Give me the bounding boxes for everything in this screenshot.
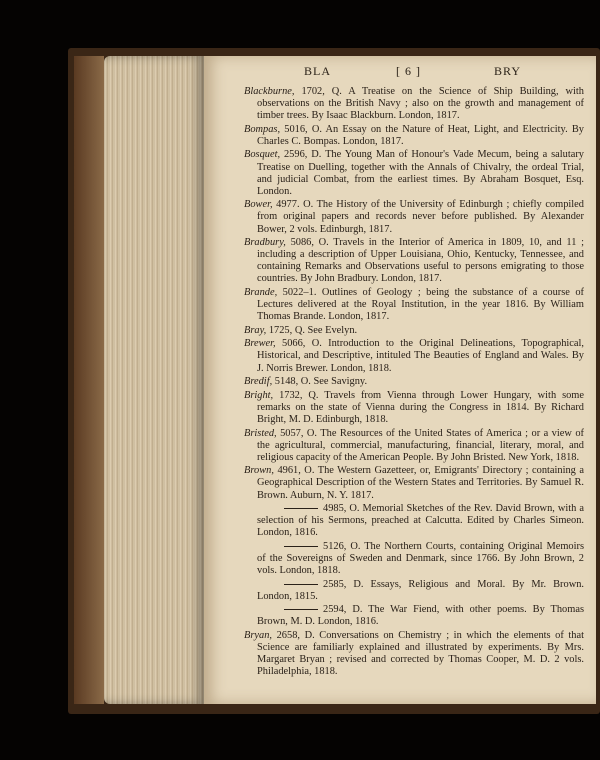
book-cover-edge <box>74 56 104 704</box>
entry-text: 5066, O. Introduction to the Original Delineations, Topographical, Historical, and Descriptive, intituled The Beauties of England and Wales. By J. Norris Brewer. London, 1818. <box>257 338 584 374</box>
catalog-entry <box>244 376 584 388</box>
entry-text: 5016, O. An Essay on the Nature of Heat, Light, and Electricity. By Charles C. Bompas. London, 1817. <box>257 123 584 147</box>
author-name: Brewer, <box>244 338 276 350</box>
page-number: [ 6 ] <box>396 64 421 78</box>
catalog-entry <box>244 199 584 235</box>
ditto-dash <box>284 508 318 509</box>
entry-text: 1702, Q. A Treatise on the Science of Ship Building, with observations on the British Navy ; also on the growth and management of timber trees. By Isaac Blackburn. London, 1817. <box>257 86 584 122</box>
author-name: Bray, <box>244 324 267 336</box>
entry-text: 5148, O. See Savigny. <box>274 376 368 388</box>
entry-text: 2585, D. Essays, Religious and Moral. By Mr. Brown. London, 1815. <box>257 578 584 602</box>
author-name: Bradbury, <box>244 237 286 249</box>
catalog-entry <box>244 86 584 122</box>
entry-text: 1732, Q. Travels from Vienna through Lower Hungary, with some remarks on the state of Vienna during the Congress in 1814. By Richard Bright, M. D. Edinburgh, 1818. <box>257 389 584 425</box>
book-page <box>204 56 596 704</box>
catalog-entry <box>244 503 584 539</box>
entry-text: 5057, O. The Resources of the United States of America ; or a view of the agricultural, commercial, manufacturing, financial, literary, moral, and religious capacity of the American People. By John Bristed. New York, 1818. <box>257 427 584 463</box>
catalog-entry <box>244 338 584 374</box>
entry-text: 4977. O. The History of the University of Edinburgh ; chiefly compiled from original papers and records never before published. By Alexander Bower, 2 vols. Edinburgh, 1817. <box>257 199 584 235</box>
entry-text: 1725, Q. See Evelyn. <box>268 324 358 336</box>
catalog-entry <box>244 287 584 323</box>
ditto-dash <box>284 546 318 547</box>
entry-text: 5126, O. The Northern Courts, containing Original Memoirs of the Sovereigns of Sweden and Denmark, since 1766. By John Brown, 2 vols. London, 1818. <box>257 540 584 577</box>
catalog-entry <box>244 579 584 603</box>
author-name: Brown, <box>244 465 274 477</box>
author-name: Bosquet, <box>244 149 281 161</box>
catalog-entry <box>244 541 584 577</box>
entry-text: 2594, D. The War Fiend, with other poems. By Thomas Brown, M. D. London, 1816. <box>257 604 584 628</box>
entry-text: 4961, O. The Western Gazetteer, or, Emigrants' Directory ; containing a Geographical Description of the Western States and Territories. By Samuel R. Brown. Auburn, N. Y. 1817. <box>257 465 584 501</box>
page-stack <box>104 56 204 704</box>
entry-text: 2596, D. The Young Man of Honour's Vade Mecum, being a salutary Treatise on Duelling, together with the Annals of Chivalry, the ordeal Trial, and judicial Combat, from the earliest times. By Abraham Bosquet, Esq. London. <box>257 149 584 197</box>
entry-text: 4985, O. Memorial Sketches of the Rev. David Brown, with a selection of his Sermons, preached at Calcutta. Edited by Charles Simeon. London, 1816. <box>257 503 584 539</box>
author-name: Bryan, <box>244 630 272 642</box>
author-name: Blackburne, <box>244 86 295 97</box>
author-name: Brande, <box>244 287 278 298</box>
author-name: Bristed, <box>244 427 277 439</box>
header-right: BRY <box>494 64 522 78</box>
catalog-entry <box>244 390 584 426</box>
header-left: BLA <box>304 64 331 78</box>
author-name: Bredif, <box>244 376 273 388</box>
author-name: Bompas, <box>244 123 281 135</box>
catalog-entry <box>244 604 584 628</box>
entry-text: 5022–1. Outlines of Geology ; being the substance of a course of Lectures delivered at the Royal Institution, in the year 1816. By William Thomas Brande. London, 1817. <box>257 287 584 323</box>
ditto-dash <box>284 584 318 585</box>
ditto-dash <box>284 609 318 610</box>
catalog-entry <box>244 237 584 285</box>
catalog-entry <box>244 428 584 464</box>
running-header <box>204 64 596 82</box>
catalog-entry <box>244 630 584 678</box>
catalog-entry <box>244 325 584 337</box>
catalog-entry <box>244 149 584 197</box>
catalog-entry <box>244 465 584 501</box>
author-name: Bower, <box>244 199 273 211</box>
author-name: Bright, <box>244 389 274 401</box>
catalog-entry <box>244 124 584 148</box>
entry-text: 2658, D. Conversations on Chemistry ; in which the elements of that Science are familiarly explained and illustrated by experiments. By Mrs. Margaret Bryan ; revised and corrected by Thomas Cooper, M. D. 2 vols. Philadelphia, 1818. <box>257 630 584 678</box>
catalog-entries <box>244 86 584 680</box>
entry-text: 5086, O. Travels in the Interior of America in 1809, 10, and 11 ; including a description of Upper Louisiana, Ohio, Kentucky, Tennessee, and containing Remarks and Observations useful to persons emigrating to those countries. By John Bradbury. London, 1817. <box>257 237 584 285</box>
